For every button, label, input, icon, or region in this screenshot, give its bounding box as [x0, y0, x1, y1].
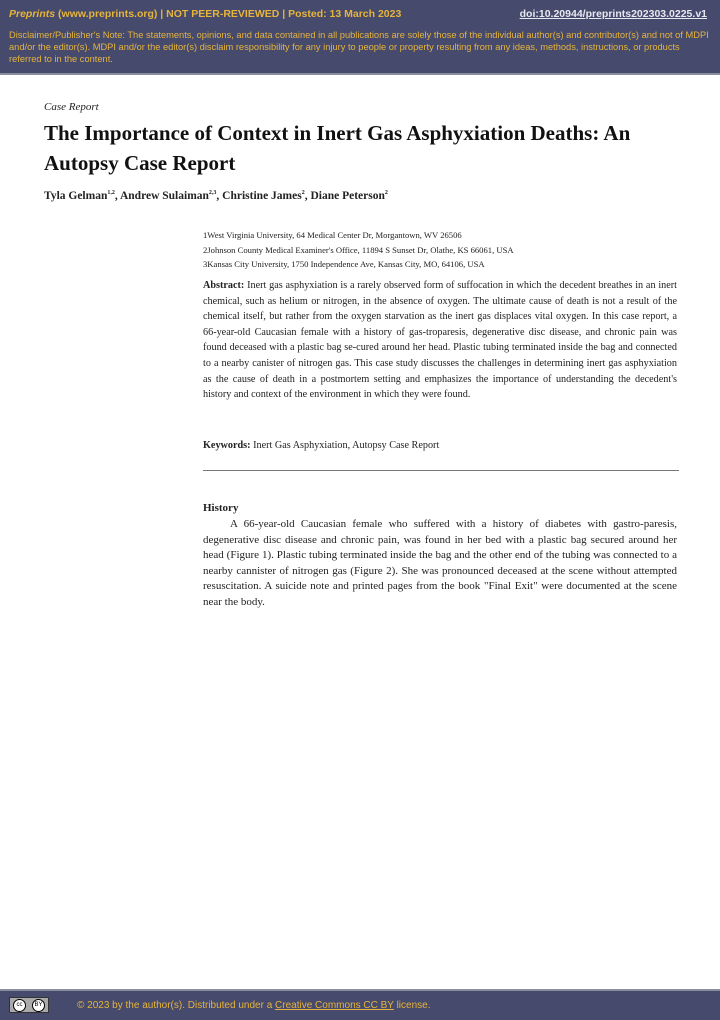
author-sup: 2	[384, 190, 388, 197]
abstract-text: Inert gas asphyxiation is a rarely observed form of suffocation in which the decedent breathes in an inert chemical, such as helium or nitrogen, in the absence of oxygen. The ultimate cause of death is not a result of the chemical itself, but rather from the oxygen starvation as the inert gas displaces vital oxygen. In this case report, a 66-year-old Caucasian female with a history of gas-troparesis, degenerative disc disease, and chronic pain was found deceased with a plastic bag se-cured around her head. Plastic tubing terminated inside the bag and connected to a nearby canister of nitrogen gas. This case study discusses the challenges in determining inert gas asphyxiation as the cause of death in a postmortem setting and emphasizes the importance of understanding the decedent's history and context of the environment in which they were found.	[203, 280, 678, 401]
cc-by-badge-icon[interactable]	[9, 997, 49, 1013]
affiliations	[203, 228, 514, 272]
affiliation: 1West Virginia University, 64 Medical Center Dr, Morgantown, WV 26506	[203, 230, 462, 240]
keywords-text: Inert Gas Asphyxiation, Autopsy Case Report	[253, 440, 440, 451]
license-link[interactable]: Creative Commons CC BY	[275, 1000, 394, 1011]
author: Tyla Gelman	[44, 190, 108, 202]
author-list: Tyla Gelman$^{1,2}$, Andrew Sulaiman$^{2,3}$, Christine James$^2$, Diane Peterson$^2$	[44, 190, 388, 202]
abstract	[203, 278, 677, 403]
disclaimer: Disclaimer/Publisher's Note: The statements, opinions, and data contained in all publications are solely those of the individual author(s) and contributor(s) and not of MDPI and/or the editor(s). MDPI and/or the editor(s) disclaim responsibility for any injury to people or property resulting from any ideas, methods, instructions, or products referred to in the content.	[9, 30, 709, 64]
site-name: Preprints	[9, 8, 56, 20]
author-sup: 2	[301, 190, 305, 197]
cc-icon: cc	[13, 999, 26, 1012]
divider	[203, 470, 679, 471]
by-icon: BY	[32, 999, 45, 1012]
abstract-label: Abstract:	[203, 280, 245, 291]
doi-link[interactable]: doi:10.20944/preprints202303.0225.v1	[519, 8, 707, 20]
history-paragraph: A 66-year-old Caucasian female who suffered with a history of diabetes with gastro-paresis, degenerative disc disease and chronic pain, was found in her bed with a plastic bag secured around her head (Figure 1). Plastic tubing terminated inside the bag and the other end of the tubing was connected to a nearby cannister of nitrogen gas (Figure 2). She was pronounced deceased at the scene without attempted resuscitation. A suicide note and printed pages from the book "Final Exit" were documented at the scene near the body.	[203, 518, 677, 608]
author-sup: 1,2	[107, 190, 115, 197]
author: Andrew Sulaiman	[119, 190, 209, 202]
affiliation: 2Johnson County Medical Examiner's Office, 11894 S Sunset Dr, Olathe, KS 66061, USA	[203, 244, 514, 255]
section-heading-history: History	[203, 502, 239, 514]
preprint-header	[0, 0, 720, 75]
affiliation: 3Kansas City University, 1750 Independence Ave, Kansas City, MO, 64106, USA	[203, 259, 485, 269]
article-type: Case Report	[44, 101, 99, 113]
license-text	[77, 1000, 430, 1011]
license-suffix: license.	[393, 1000, 431, 1011]
keywords	[203, 440, 439, 451]
author: Diane Peterson	[310, 190, 385, 202]
page-title: The Importance of Context in Inert Gas Asphyxiation Deaths: An Autopsy Case Report	[44, 121, 631, 175]
copyright-text: © 2023 by the author(s). Distributed under a	[77, 1000, 276, 1011]
license-footer	[0, 989, 720, 1020]
author-sup: 2,3	[208, 190, 217, 197]
keywords-label: Keywords:	[203, 440, 251, 451]
header-meta: (www.preprints.org) | NOT PEER-REVIEWED | Posted: 13 March 2023	[55, 8, 402, 20]
header-info	[9, 8, 401, 20]
author: Christine James	[222, 190, 302, 202]
